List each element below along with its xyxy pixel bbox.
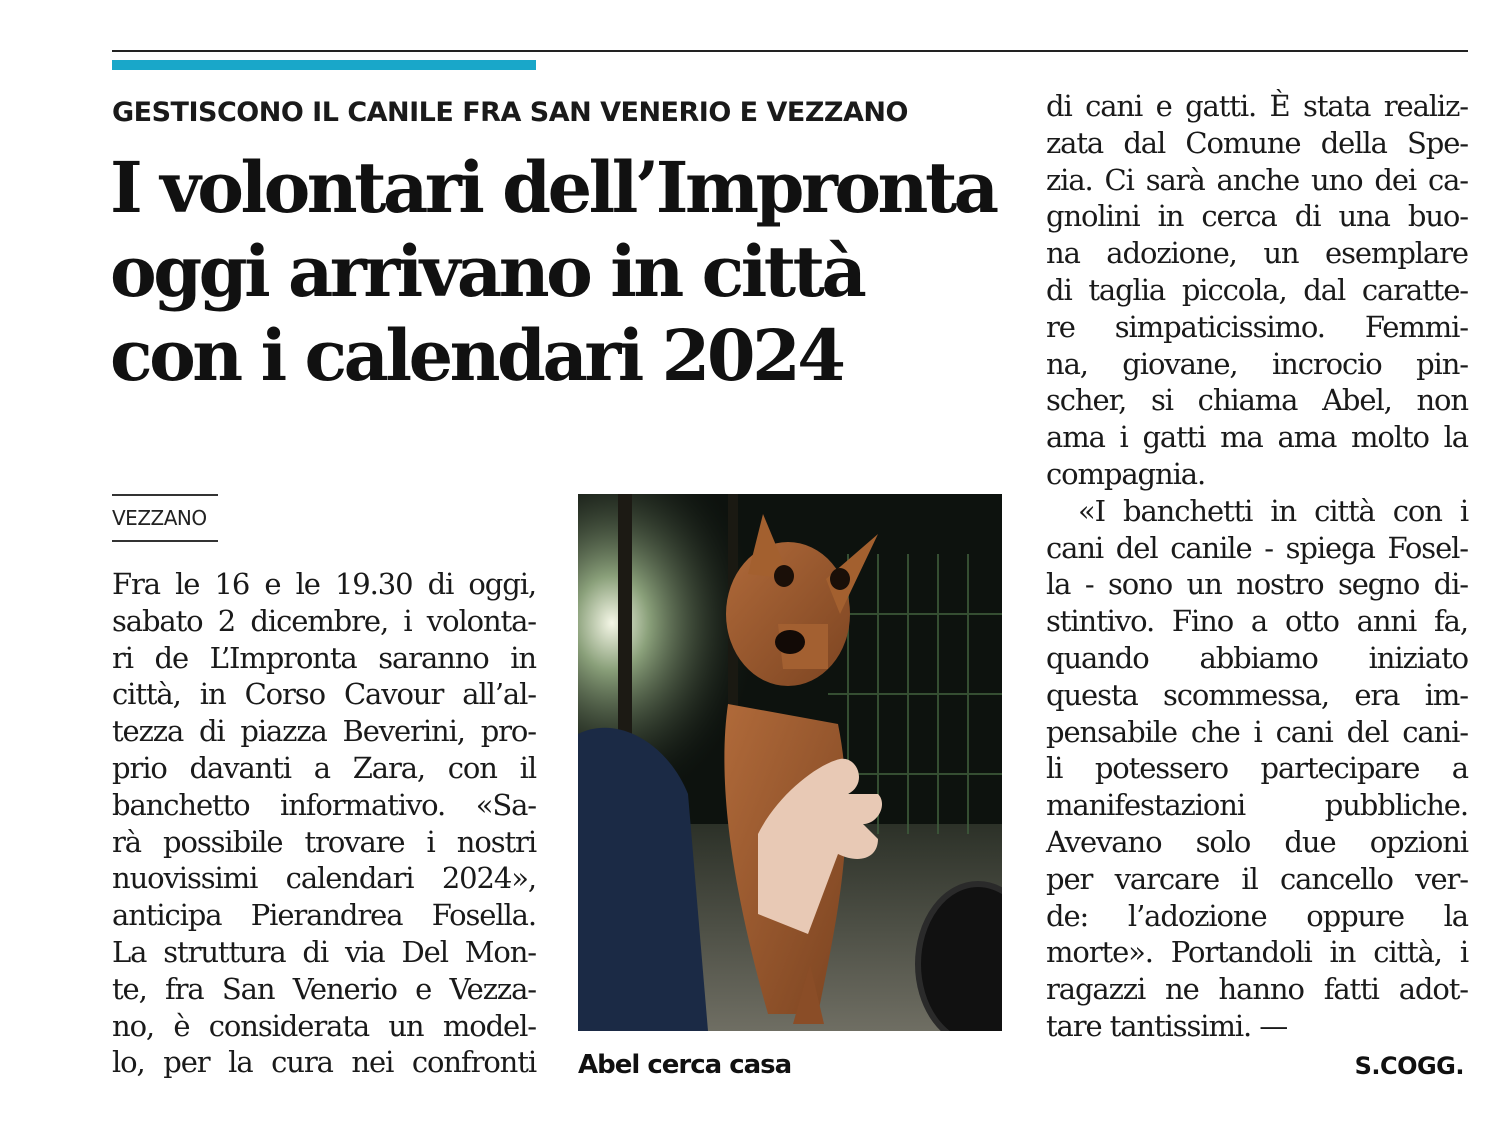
photo-caption: Abel cerca casa [578, 1050, 792, 1080]
text-line: ri de L’Impronta saranno in [112, 640, 536, 675]
text-line: manifestazioni pubbliche. [1046, 788, 1468, 823]
text-line: ragazzi ne hanno fatti adot- [1046, 972, 1468, 1007]
text-line: ama i gatti ma ama molto la [1046, 420, 1468, 455]
text-line: questa scommessa, era im- [1046, 677, 1468, 712]
text-line: tezza di piazza Beverini, pro- [112, 714, 536, 749]
text-line: per varcare il cancello ver- [1046, 861, 1468, 896]
text-line: zata dal Comune della Spe- [1046, 125, 1468, 160]
headline-line: con i calendari 2024 [110, 314, 843, 397]
top-rule [112, 50, 1468, 52]
section-accent-bar [112, 60, 536, 70]
kicker: GESTISCONO IL CANILE FRA SAN VENERIO E VEZZANO [112, 97, 908, 128]
text-line: La struttura di via Del Mon- [112, 934, 536, 969]
dateline-box [112, 494, 218, 542]
article-column-3 [1046, 88, 1468, 1045]
text-line: compagnia. [1046, 456, 1206, 491]
text-line: Fra le 16 e le 19.30 di oggi, [112, 567, 536, 601]
text-line: scher, si chiama Abel, non [1046, 383, 1468, 418]
text-line: stintivo. Fino a otto anni fa, [1046, 604, 1468, 639]
text-line: zia. Ci sarà anche uno dei ca- [1046, 162, 1468, 197]
text-line: na adozione, un esemplare [1046, 236, 1468, 271]
dateline-rule-bottom [112, 540, 218, 542]
text-line: re simpaticissimo. Femmi- [1046, 309, 1468, 344]
dog-photo [578, 494, 1002, 1031]
text-line: sabato 2 dicembre, i volonta- [112, 603, 536, 638]
text-line: pensabile che i cani del cani- [1046, 714, 1468, 749]
text-line: città, in Corso Cavour all’al- [112, 677, 536, 712]
text-line: li potessero partecipare a [1046, 751, 1468, 786]
text-line: di taglia piccola, dal caratte- [1046, 272, 1468, 307]
text-line: na, giovane, incrocio pin- [1046, 346, 1468, 381]
text-line: nuovissimi calendari 2024», [112, 861, 536, 896]
text-line: lo, per la cura nei confronti [112, 1045, 536, 1080]
text-line: morte». Portandoli in città, i [1046, 935, 1468, 970]
text-line: no, è considerata un model- [112, 1008, 536, 1043]
text-line: quando abbiamo iniziato [1046, 640, 1468, 675]
text-line: banchetto informativo. «Sa- [112, 787, 536, 822]
text-line: anticipa Pierandrea Fosella. [112, 898, 536, 933]
headline [110, 146, 1030, 398]
article-column-1 [112, 566, 536, 1081]
text-line: Avevano solo due opzioni [1046, 824, 1468, 859]
headline-line: oggi arrivano in città [110, 230, 864, 313]
text-line: «I banchetti in città con i [1078, 493, 1468, 528]
text-line: de: l’adozione oppure la [1046, 898, 1468, 933]
text-line: tare tantissimi. — [1046, 1008, 1288, 1043]
text-line: te, fra San Venerio e Vezza- [112, 971, 536, 1006]
text-line: cani del canile - spiega Fosel- [1046, 530, 1468, 565]
text-line: rà possibile trovare i nostri [112, 824, 536, 859]
headline-line: I volontari dell’Impronta [110, 146, 996, 229]
text-line: di cani e gatti. È stata realiz- [1046, 89, 1468, 123]
text-line: la - sono un nostro segno di- [1046, 567, 1468, 602]
text-line: gnolini in cerca di una buo- [1046, 199, 1468, 234]
dateline: VEZZANO [112, 506, 207, 530]
text-line: prio davanti a Zara, con il [112, 750, 536, 785]
author-signature: S.COGG. [1354, 1052, 1464, 1080]
dog-photo-icon [578, 494, 1002, 1031]
